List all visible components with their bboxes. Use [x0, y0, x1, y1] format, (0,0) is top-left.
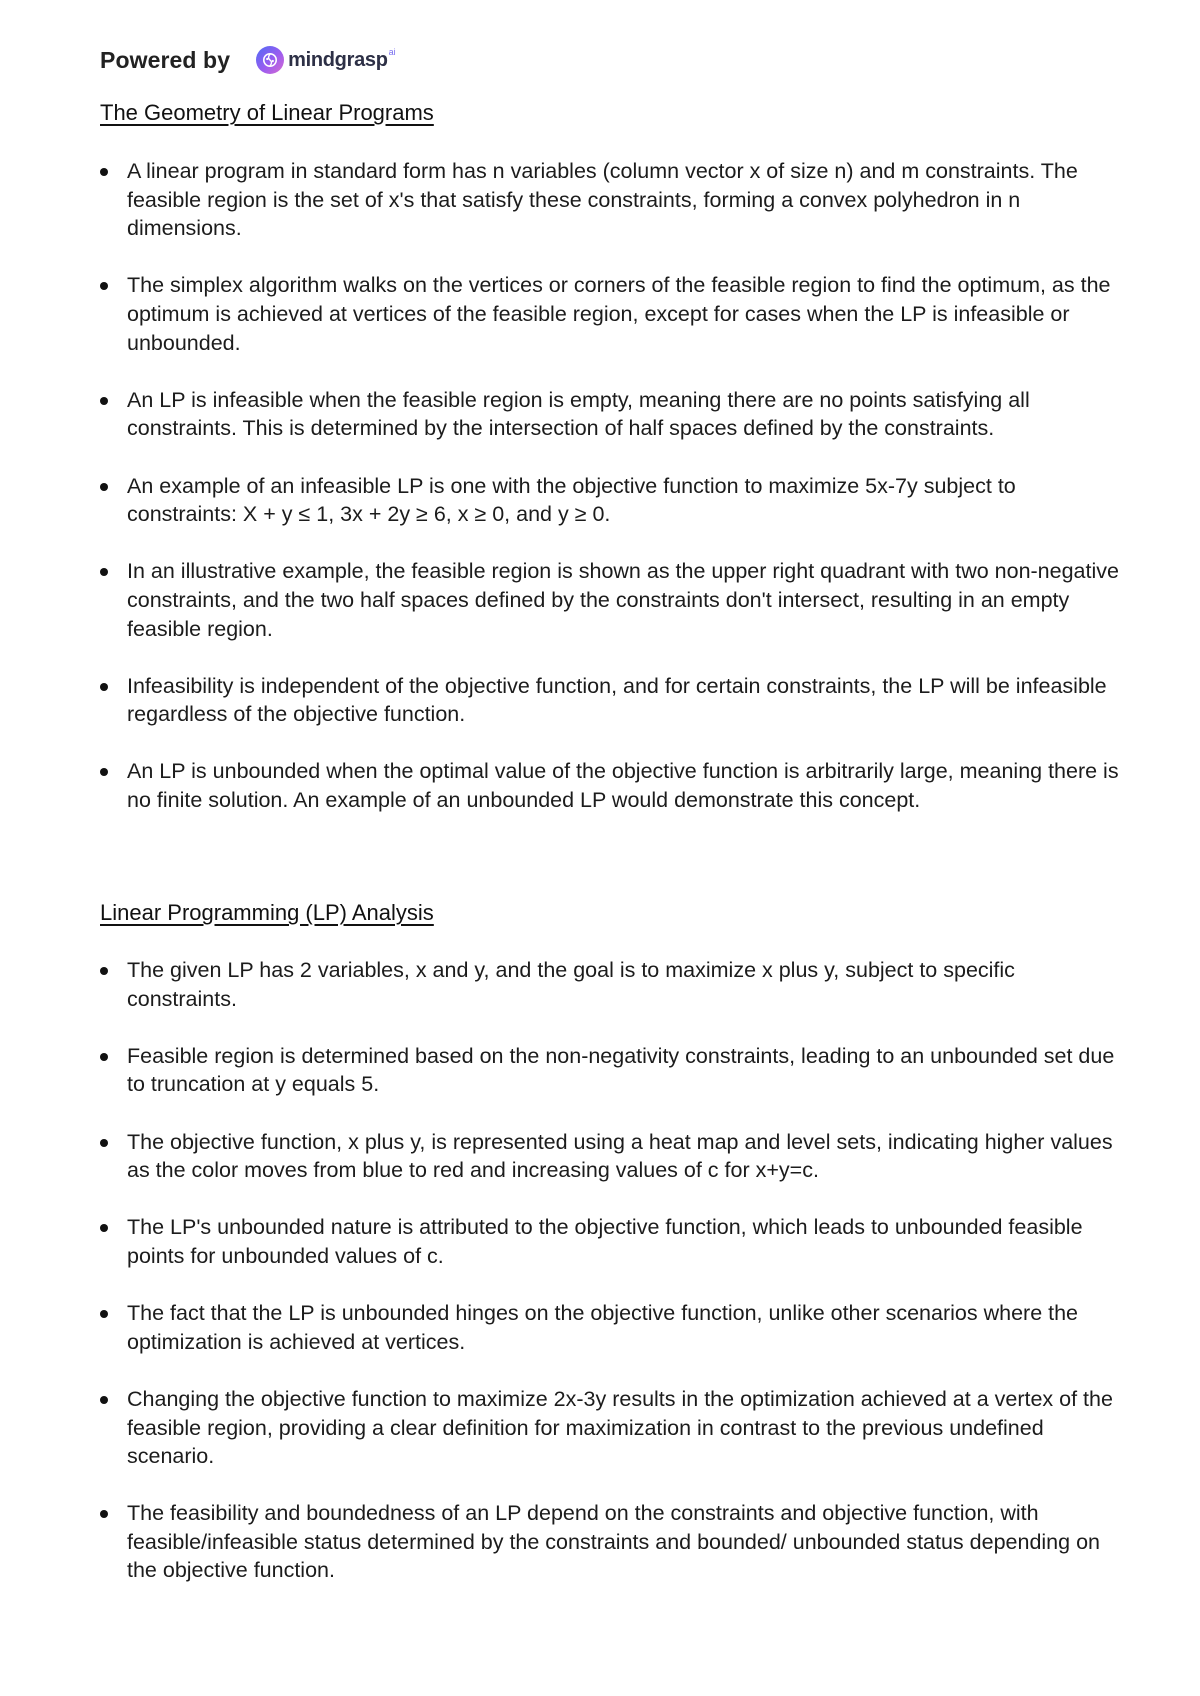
powered-by-label: Powered by	[100, 46, 231, 73]
list-item: The objective function, x plus y, is represented using a heat map and level sets, indicating higher values as the color moves from blue to red and increasing values of c for x+y=c.	[100, 1128, 1130, 1185]
list-item: The LP's unbounded nature is attributed to the objective function, which leads to unbounded feasible points for unbounded values of c.	[100, 1213, 1130, 1270]
logo-superscript: ai	[388, 47, 396, 57]
list-item: A linear program in standard form has n variables (column vector x of size n) and m constraints. The feasible region is the set of x's that satisfy these constraints, forming a convex polyhedron in n dimensions.	[100, 157, 1130, 243]
list-item: An LP is unbounded when the optimal value of the objective function is arbitrarily large, meaning there is no finite solution. An example of an unbounded LP would demonstrate this concept.	[100, 757, 1130, 814]
section-title-lp-analysis: Linear Programming (LP) Analysis	[100, 900, 434, 925]
list-item: Feasible region is determined based on the non-negativity constraints, leading to an unbounded set due to truncation at y equals 5.	[100, 1042, 1130, 1099]
bullet-list-lp-analysis	[100, 956, 1130, 1614]
section-title-geometry: The Geometry of Linear Programs	[100, 100, 434, 125]
list-item: The simplex algorithm walks on the vertices or corners of the feasible region to find the optimum, as the optimum is achieved at vertices of the feasible region, except for cases when the LP is infeasible or unbounded.	[100, 271, 1130, 357]
list-item: The feasibility and boundedness of an LP depend on the constraints and objective function, with feasible/infeasible status determined by the constraints and bounded/ unbounded status depending on the objective function.	[100, 1499, 1130, 1585]
list-item: In an illustrative example, the feasible region is shown as the upper right quadrant with two non-negative constraints, and the two half spaces defined by the constraints don't intersect, resulting in an empty feasible region.	[100, 557, 1130, 643]
list-item: The given LP has 2 variables, x and y, and the goal is to maximize x plus y, subject to specific constraints.	[100, 956, 1130, 1013]
list-item: The fact that the LP is unbounded hinges on the objective function, unlike other scenarios where the optimization is achieved at vertices.	[100, 1299, 1130, 1356]
powered-by-header	[100, 40, 396, 80]
list-item: Changing the objective function to maximize 2x-3y results in the optimization achieved at a vertex of the feasible region, providing a clear definition for maximization in contrast to the previous undefined scenario.	[100, 1385, 1130, 1471]
list-item: An LP is infeasible when the feasible region is empty, meaning there are no points satisfying all constraints. This is determined by the intersection of half spaces defined by the constraints.	[100, 386, 1130, 443]
list-item: Infeasibility is independent of the objective function, and for certain constraints, the LP will be infeasible regardless of the objective function.	[100, 672, 1130, 729]
list-item: An example of an infeasible LP is one with the objective function to maximize 5x-7y subject to constraints: X + y ≤ 1, 3x + 2y ≥ 6, x ≥ 0, and y ≥ 0.	[100, 472, 1130, 529]
logo-wordmark: mindgrasp	[288, 48, 388, 71]
mindgrasp-logo	[256, 46, 396, 74]
bullet-list-geometry	[100, 157, 1130, 843]
brain-icon	[256, 46, 284, 74]
